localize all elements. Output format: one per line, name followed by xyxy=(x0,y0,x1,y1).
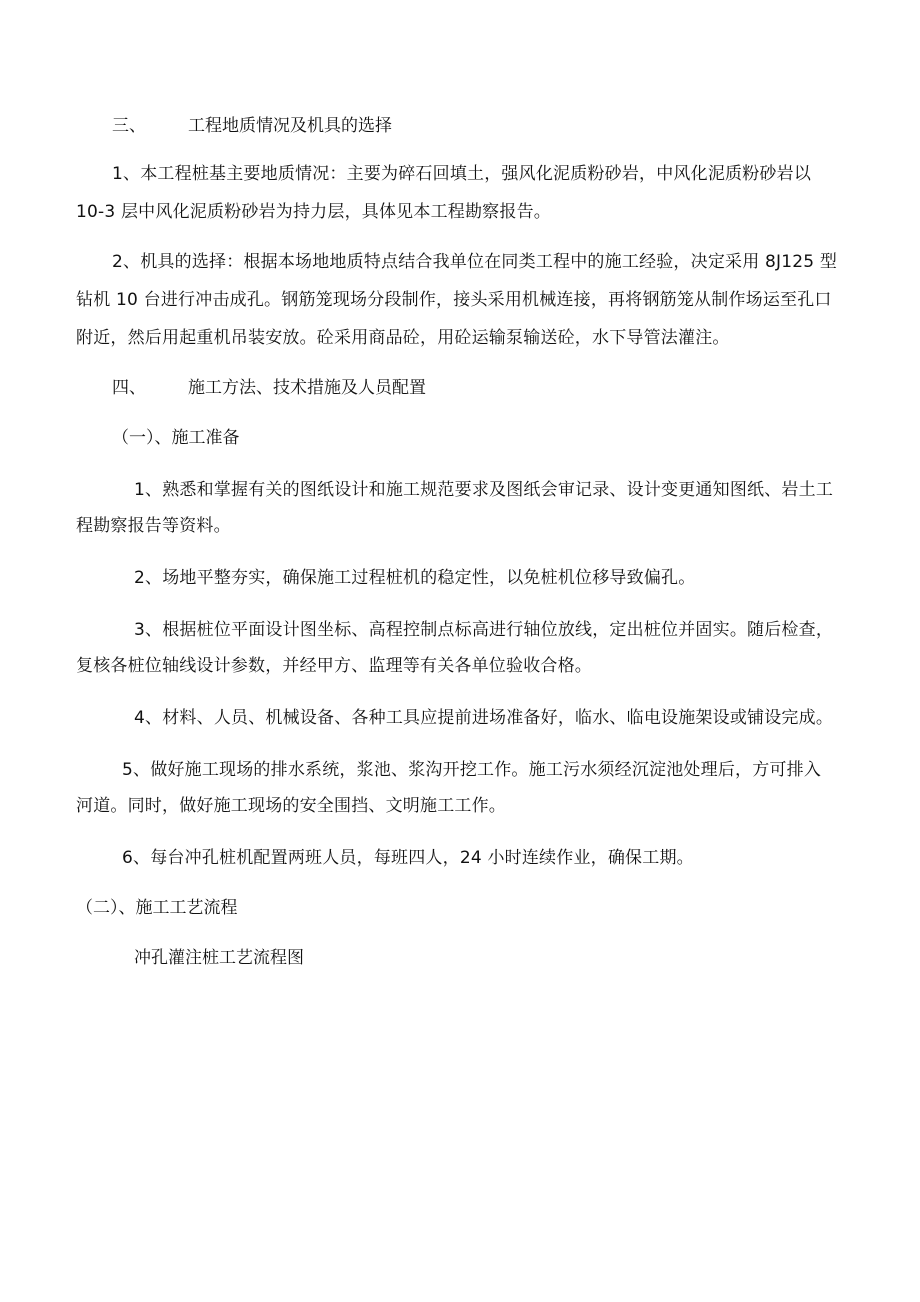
prep-item-6: 6、每台冲孔桩机配置两班人员，每班四人，24 小时连续作业，确保工期。 xyxy=(122,848,694,868)
section-3-p2-line2: 钻机 10 台进行冲击成孔。钢筋笼现场分段制作，接头采用机械连接，再将钢筋笼从制作场运至孔口 xyxy=(76,290,832,310)
section-4-title: 施工方法、技术措施及人员配置 xyxy=(188,378,426,398)
section-3-p1-line1: 1、本工程桩基主要地质情况：主要为碎石回填土，强风化泥质粉砂岩，中风化泥质粉砂岩以 xyxy=(112,164,812,184)
prep-item-2: 2、场地平整夯实，确保施工过程桩机的稳定性，以免桩机位移导致偏孔。 xyxy=(134,568,696,588)
section-3-title: 工程地质情况及机具的选择 xyxy=(188,116,392,136)
section-3-p2-line1: 2、机具的选择：根据本场地地质特点结合我单位在同类工程中的施工经验，决定采用 8J125 型 xyxy=(112,252,838,272)
section-3-number: 三、 xyxy=(112,116,146,136)
section-4-number: 四、 xyxy=(112,378,146,398)
prep-item-4: 4、材料、人员、机械设备、各种工具应提前进场准备好，临水、临电设施架设或铺设完成。 xyxy=(134,708,834,728)
prep-item-3-line2: 复核各桩位轴线设计参数，并经甲方、监理等有关各单位验收合格。 xyxy=(76,656,592,676)
prep-item-1-line2: 程勘察报告等资料。 xyxy=(76,516,231,536)
section-3-p1-line2: 10-3 层中风化泥质粉砂岩为持力层，具体见本工程勘察报告。 xyxy=(76,202,551,222)
prep-item-3-line1: 3、根据桩位平面设计图坐标、高程控制点标高进行轴位放线，定出桩位并固实。随后检查， xyxy=(134,620,834,640)
subsection-2-title: （二）、施工工艺流程 xyxy=(76,898,238,918)
prep-item-5-line2: 河道。同时，做好施工现场的安全围挡、文明施工工作。 xyxy=(76,796,506,816)
flowchart-caption: 冲孔灌注桩工艺流程图 xyxy=(134,948,304,968)
prep-item-5-line1: 5、做好施工现场的排水系统，浆池、浆沟开挖工作。施工污水须经沉淀池处理后，方可排入 xyxy=(122,760,822,780)
section-3-heading xyxy=(112,114,392,138)
section-4-heading xyxy=(112,376,426,400)
prep-item-1-line1: 1、熟悉和掌握有关的图纸设计和施工规范要求及图纸会审记录、设计变更通知图纸、岩土工 xyxy=(134,480,834,500)
subsection-1-title: （一）、施工准备 xyxy=(112,428,240,448)
section-3-p2-line3: 附近，然后用起重机吊装安放。砼采用商品砼，用砼运输泵输送砼，水下导管法灌注。 xyxy=(76,328,730,348)
